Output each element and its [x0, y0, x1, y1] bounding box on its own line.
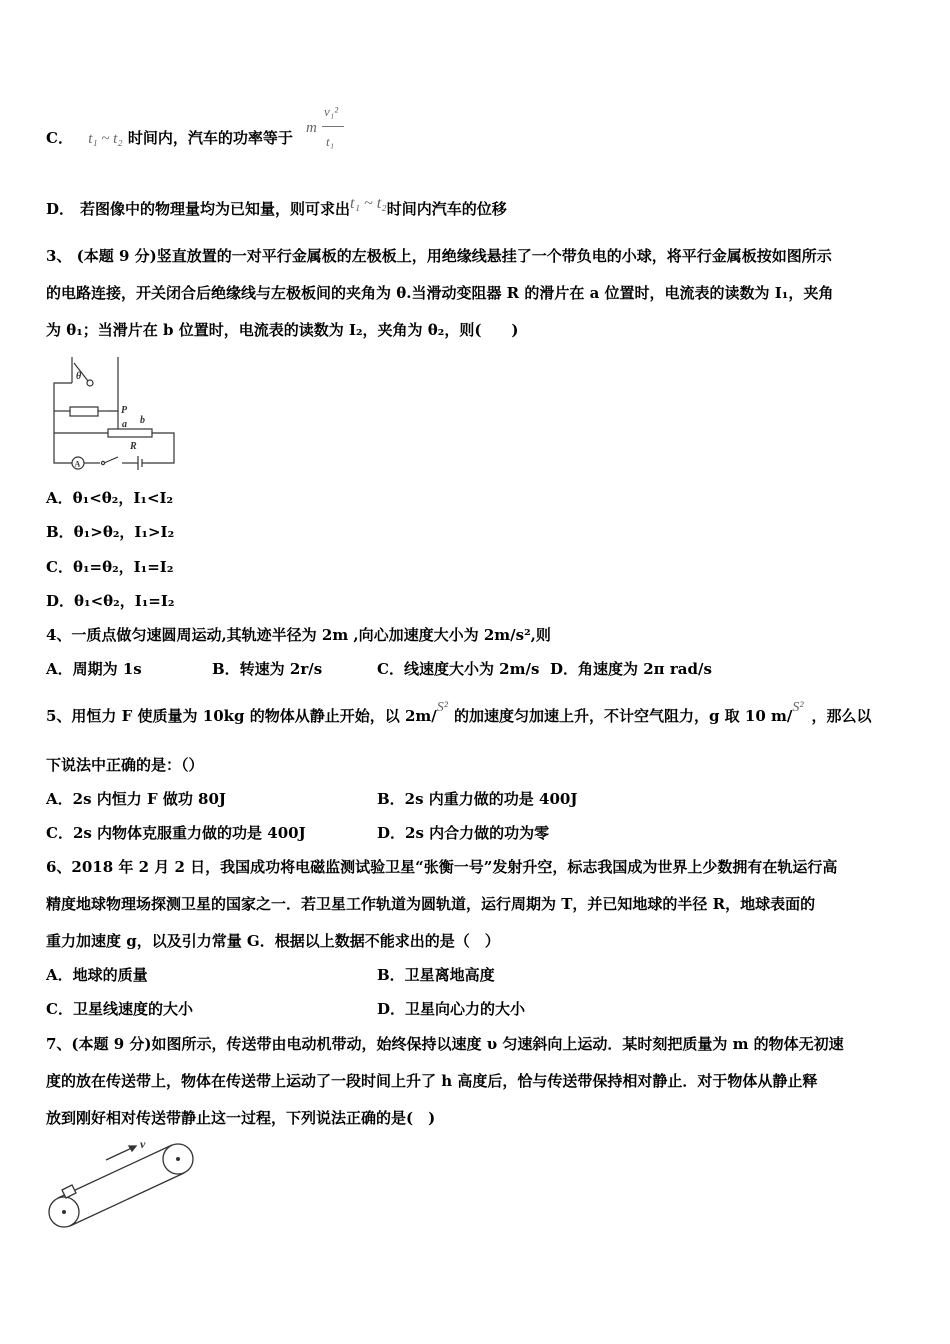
- formula-denominator: t₁: [326, 134, 335, 149]
- q5-option-c: C．2s 内物体克服重力做的功是 400J: [46, 824, 306, 842]
- label-v: v: [140, 1137, 146, 1151]
- q4-stem: 4、一质点做匀速圆周运动,其轨迹半径为 2m ,向心加速度大小为 2m/s²,则: [46, 626, 551, 644]
- left-wire: [54, 383, 72, 463]
- rheostat-R: [108, 429, 152, 437]
- q6-option-c: C．卫星线速度的大小: [46, 1000, 193, 1018]
- option-text-a: 若图像中的物理量均为已知量，则可求出: [80, 200, 351, 218]
- q6-stem-line3: 重力加速度 g，以及引力常量 G．根据以上数据不能求出的是（ ）: [46, 932, 500, 950]
- q4-option-d: D．角速度为 2π rad/s: [550, 660, 712, 678]
- q7-stem-line2: 度的放在传送带上，物体在传送带上运动了一段时间上升了 h 高度后，恰与传送带保持相对静止．对于物体从静止释: [46, 1072, 818, 1090]
- q3-stem-line3: 为 θ₁；当滑片在 b 位置时，电流表的读数为 I₂，夹角为 θ₂，则( ): [46, 321, 519, 339]
- q3-stem-line2: 的电路连接，开关闭合后绝缘线与左极板间的夹角为 θ.当滑动变阻器 R 的滑片在 a 位置时，电流表的读数为 I₁，夹角: [46, 284, 834, 302]
- q4-option-a: A．周期为 1s: [46, 660, 142, 678]
- option-label: C．: [46, 129, 73, 147]
- q5-unit2: S²: [792, 700, 804, 715]
- label-b: b: [140, 415, 145, 426]
- time-range: t₁ ~ t₂: [88, 131, 123, 147]
- label-P: P: [121, 405, 128, 416]
- label-A: A: [74, 459, 81, 469]
- belt-bottom: [70, 1173, 184, 1226]
- formula-m: m: [306, 120, 317, 136]
- label-R: R: [130, 441, 137, 452]
- arrow-head: [129, 1146, 136, 1151]
- q3-stem-line1: 3、 (本题 9 分)竖直放置的一对平行金属板的左极板上，用绝缘线悬挂了一个带负电的小球，将平行金属板按如图所示: [46, 247, 832, 265]
- option-text-b: 时间内汽车的位移: [386, 200, 507, 218]
- q5-stem-line1: [46, 700, 872, 728]
- switch-lever: [104, 457, 118, 463]
- q5-stem-a: 5、用恒力 F 使质量为 10kg 的物体从静止开始，以 2m/: [46, 707, 437, 725]
- q6-stem-line2: 精度地球物理场探测卫星的国家之一．若卫星工作轨道为圆轨道，运行周期为 T，并已知地球的半径 R，地球表面的: [46, 895, 816, 913]
- q6-option-a: A．地球的质量: [46, 966, 148, 984]
- q7-conveyor-diagram: [44, 1134, 204, 1234]
- right-plate-wire: [108, 383, 118, 411]
- q7-stem-line1: 7、(本题 9 分)如图所示，传送带由电动机带动，始终保持以速度 υ 匀速斜向上运动．某时刻把质量为 m 的物体无初速: [46, 1035, 844, 1053]
- charged-ball: [87, 380, 93, 386]
- q3-option-c: C．θ₁=θ₂，I₁=I₂: [46, 558, 174, 576]
- q5-option-b: B．2s 内重力做的功是 400J: [377, 790, 578, 808]
- power-formula: [306, 104, 346, 156]
- q5-unit1: S²: [436, 700, 448, 715]
- q4-option-c: C．线速度大小为 2m/s: [377, 660, 540, 678]
- q6-option-b: B．卫星离地高度: [377, 966, 495, 984]
- time-range: t₁ ~ t₂: [350, 195, 387, 212]
- q5-stem-b: 的加速度匀加速上升，不计空气阻力，g 取 10 m/: [453, 707, 793, 725]
- option-text: 时间内，汽车的功率等于: [127, 129, 293, 147]
- q5-stem-line2: 下说法中正确的是：（）: [46, 756, 204, 774]
- label-theta: θ: [76, 371, 82, 382]
- option-label: D．: [46, 200, 75, 218]
- q3-circuit-diagram: [46, 353, 182, 471]
- q3-option-a: A．θ₁<θ₂，I₁<I₂: [46, 489, 174, 507]
- q2-option-c: [46, 128, 293, 149]
- q7-stem-line3: 放到刚好相对传送带静止这一过程，下列说法正确的是( ): [46, 1109, 436, 1127]
- q5-option-a: A．2s 内恒力 F 做功 80J: [46, 790, 227, 808]
- q5-option-d: D．2s 内合力做的功为零: [377, 824, 550, 842]
- q6-option-d: D．卫星向心力的大小: [377, 1000, 526, 1018]
- lower-roller-axle: [62, 1210, 66, 1214]
- upper-roller-axle: [176, 1157, 180, 1161]
- q3-option-d: D．θ₁<θ₂，I₁=I₂: [46, 592, 175, 610]
- q4-option-b: B．转速为 2r/s: [212, 660, 323, 678]
- q5-stem-c: ，那么以: [811, 707, 872, 725]
- formula-numerator: v₁²: [324, 104, 339, 119]
- label-a: a: [122, 419, 127, 430]
- fixed-resistor: [70, 407, 98, 416]
- q2-option-d: [46, 195, 507, 220]
- fraction-bar: [322, 126, 344, 127]
- q6-stem-line1: 6、2018 年 2 月 2 日，我国成功将电磁监测试验卫星“张衡一号”发射升空，标志我国成为世界上少数拥有在轨运行高: [46, 858, 838, 876]
- q3-option-b: B．θ₁>θ₂，I₁>I₂: [46, 523, 175, 541]
- block-on-belt: [62, 1185, 76, 1198]
